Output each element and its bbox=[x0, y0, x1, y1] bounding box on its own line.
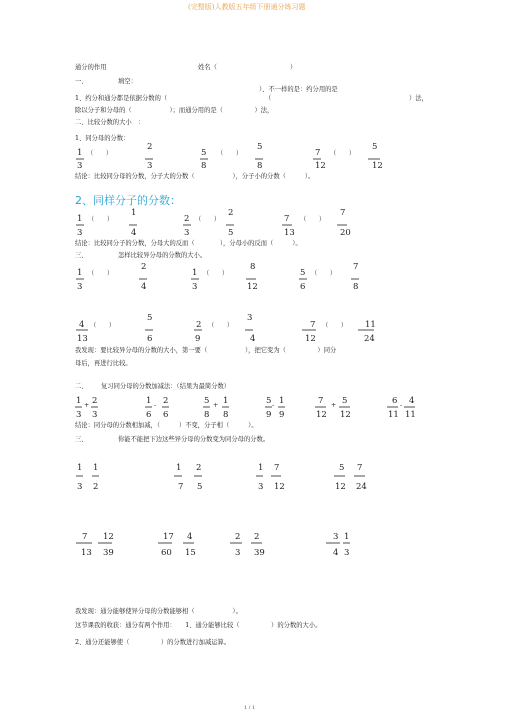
fraction-numerator: 6 bbox=[392, 396, 398, 406]
fraction-numerator: 1 bbox=[192, 268, 198, 278]
topic-label: 通分的作用 bbox=[75, 64, 107, 71]
fraction-denominator: 8 bbox=[204, 410, 210, 420]
fraction-numerator: 7 bbox=[318, 396, 324, 406]
fraction-denominator: 12 bbox=[274, 482, 285, 492]
fraction-numerator: 7 bbox=[353, 262, 359, 272]
blank: （ ） bbox=[217, 150, 243, 157]
fraction-numerator: 7 bbox=[310, 320, 316, 330]
plus-sign: + bbox=[331, 402, 337, 409]
question1: 1、同分母的分数： bbox=[75, 135, 130, 142]
minus-sign: - bbox=[154, 402, 157, 409]
fraction-numerator: 5 bbox=[204, 396, 210, 406]
blank: （ ） bbox=[330, 150, 356, 157]
section1-prefix: 一、 bbox=[75, 78, 88, 85]
fraction-numerator: 2 bbox=[254, 532, 260, 542]
fraction-numerator: 1 bbox=[258, 463, 264, 473]
fraction-numerator: 1 bbox=[146, 396, 152, 406]
plus-sign: + bbox=[84, 402, 90, 409]
fraction-numerator: 1 bbox=[223, 396, 229, 406]
fraction-numerator: 7 bbox=[340, 208, 346, 218]
fraction-numerator: 7 bbox=[284, 214, 290, 224]
fraction-numerator: 2 bbox=[228, 208, 234, 218]
blank: （ ） bbox=[88, 270, 114, 277]
blank: （ ） bbox=[311, 270, 337, 277]
blank: （ ） bbox=[322, 322, 348, 329]
fraction-numerator: 3 bbox=[247, 313, 253, 323]
blank: （ ） bbox=[87, 150, 113, 157]
fraction-denominator: 60 bbox=[161, 548, 172, 558]
fraction-denominator: 6 bbox=[163, 410, 169, 420]
section5-prefix: 三、 bbox=[75, 436, 88, 443]
fraction-numerator: 1 bbox=[131, 208, 137, 218]
section3-prefix: 三、 bbox=[75, 252, 88, 259]
fraction-denominator: 5 bbox=[228, 228, 234, 238]
section-heading: 2、同样分子的分数： bbox=[75, 194, 181, 207]
fraction-numerator: 5 bbox=[300, 268, 306, 278]
blank: （ ） bbox=[195, 216, 221, 223]
fraction-denominator: 7 bbox=[178, 482, 184, 492]
fraction-numerator: 7 bbox=[357, 463, 363, 473]
fraction-denominator: 8 bbox=[353, 282, 359, 292]
fraction-denominator: 12 bbox=[335, 482, 346, 492]
fraction-numerator: 17 bbox=[163, 532, 174, 542]
fraction-denominator: 3 bbox=[77, 482, 83, 492]
fill-line0: ）、不一样的是：约分用的是 bbox=[259, 86, 338, 93]
fraction-denominator: 3 bbox=[184, 228, 190, 238]
fraction-denominator: 12 bbox=[340, 410, 351, 420]
fill-line1c: ）法， bbox=[409, 95, 428, 102]
fraction-numerator: 1 bbox=[279, 396, 285, 406]
fraction-numerator: 8 bbox=[250, 262, 256, 272]
fraction-denominator: 13 bbox=[81, 548, 92, 558]
fraction-numerator: 1 bbox=[76, 396, 82, 406]
fraction-numerator: 5 bbox=[342, 396, 348, 406]
conclusion-2: 结论：比较同分子的分数，分母大的反而（ ），分母小的反而（ ）。 bbox=[75, 240, 302, 247]
fraction-numerator: 7 bbox=[274, 463, 280, 473]
fill-line2: 除以分子和分母的（ ）；而通分用的是（ ）法， bbox=[75, 107, 274, 114]
fraction-denominator: 12 bbox=[315, 161, 326, 171]
fraction-denominator: 13 bbox=[284, 228, 295, 238]
fraction-numerator: 1 bbox=[93, 463, 99, 473]
fraction-denominator: 9 bbox=[266, 410, 272, 420]
fraction-numerator: 12 bbox=[103, 532, 114, 542]
fraction-denominator: 9 bbox=[195, 334, 201, 344]
fraction-denominator: 3 bbox=[258, 482, 264, 492]
section3-heading: 怎样比较异分母的分数的大小。 bbox=[118, 252, 207, 259]
fraction-denominator: 5 bbox=[197, 482, 203, 492]
section4-heading: 复习同分母的分数加减法：（结果为最简分数） bbox=[101, 383, 231, 390]
fraction-denominator: 39 bbox=[103, 548, 114, 558]
fraction-denominator: 3 bbox=[235, 548, 241, 558]
conclusion-3: 结论：同分母的分数相加减，（ ）不变，分子相（ ）。 bbox=[75, 422, 258, 429]
fraction-denominator: 6 bbox=[147, 334, 153, 344]
minus-sign: - bbox=[400, 402, 403, 409]
fraction-denominator: 24 bbox=[364, 334, 375, 344]
fraction-denominator: 3 bbox=[344, 548, 350, 558]
page-number: 1 / 1 bbox=[244, 705, 256, 711]
fraction-denominator: 3 bbox=[192, 282, 198, 292]
blank: （ ） bbox=[203, 270, 229, 277]
fraction-numerator: 2 bbox=[141, 262, 147, 272]
fraction-denominator: 9 bbox=[279, 410, 285, 420]
fraction-denominator: 4 bbox=[250, 334, 256, 344]
fraction-numerator: 5 bbox=[372, 142, 378, 152]
fraction-denominator: 3 bbox=[147, 161, 153, 171]
fraction-denominator: 4 bbox=[333, 548, 339, 558]
fraction-denominator: 4 bbox=[141, 282, 147, 292]
fraction-numerator: 4 bbox=[409, 396, 415, 406]
fraction-denominator: 8 bbox=[223, 410, 229, 420]
blank: （ ） bbox=[90, 322, 116, 329]
fraction-denominator: 39 bbox=[254, 548, 265, 558]
blank: （ ） bbox=[300, 216, 326, 223]
fraction-numerator: 4 bbox=[79, 320, 85, 330]
fraction-numerator: 2 bbox=[235, 532, 241, 542]
conclusion-1: 结论：比较同分母的分数，分子大的分数（ ），分子小的分数（ ）。 bbox=[75, 173, 315, 180]
fraction-numerator: 1 bbox=[77, 463, 83, 473]
fraction-numerator: 5 bbox=[339, 463, 345, 473]
fraction-denominator: 12 bbox=[372, 161, 383, 171]
discovery-1: 我发现：要比较异分母的分数的大小，第一要（ ），把它变为（ ）同分 bbox=[75, 347, 337, 354]
fraction-numerator: 5 bbox=[266, 396, 272, 406]
fraction-denominator: 15 bbox=[185, 548, 196, 558]
fraction-denominator: 12 bbox=[247, 282, 258, 292]
harvest-2: 2、通分还能够使（ ）的分数进行加减运算。 bbox=[75, 639, 231, 646]
fill-line1a: 1、约分和通分都是依据分数的（ bbox=[75, 95, 168, 102]
fraction-numerator: 2 bbox=[196, 463, 202, 473]
fraction-numerator: 2 bbox=[184, 214, 190, 224]
fraction-numerator: 5 bbox=[201, 148, 207, 158]
fraction-denominator: 12 bbox=[316, 410, 327, 420]
fraction-denominator: 3 bbox=[77, 161, 83, 171]
fraction-denominator: 3 bbox=[76, 410, 82, 420]
fraction-numerator: 1 bbox=[176, 463, 182, 473]
section1-label: 填空： bbox=[118, 78, 137, 85]
section5-heading: 你能不能把下边这些异分母的分数变为同分母的分数。 bbox=[118, 436, 270, 443]
name-label: 姓名（ bbox=[198, 64, 217, 71]
fraction-numerator: 7 bbox=[315, 148, 321, 158]
minus-sign: - bbox=[272, 402, 275, 409]
fill-line1b: （ bbox=[265, 95, 272, 102]
fraction-denominator: 4 bbox=[131, 228, 137, 238]
fraction-numerator: 5 bbox=[257, 142, 263, 152]
section4-prefix: 二、 bbox=[75, 383, 88, 390]
discovery-1b: 母后，再进行比较。 bbox=[75, 360, 132, 367]
fraction-numerator: 5 bbox=[147, 313, 153, 323]
fraction-denominator: 3 bbox=[77, 228, 83, 238]
fraction-denominator: 8 bbox=[201, 161, 207, 171]
blank: （ ） bbox=[88, 216, 114, 223]
fraction-numerator: 2 bbox=[163, 396, 169, 406]
section2-heading: 二、比较分数的大小 ： bbox=[75, 119, 145, 126]
fraction-numerator: 2 bbox=[147, 142, 153, 152]
fraction-denominator: 13 bbox=[77, 334, 88, 344]
fraction-numerator: 2 bbox=[196, 320, 202, 330]
fraction-denominator: 2 bbox=[93, 482, 99, 492]
fraction-numerator: 1 bbox=[77, 214, 83, 224]
fraction-numerator: 1 bbox=[344, 532, 350, 542]
fraction-numerator: 4 bbox=[187, 532, 193, 542]
fraction-denominator: 3 bbox=[92, 410, 98, 420]
fraction-denominator: 12 bbox=[305, 334, 316, 344]
discovery-2: 我发现：通分能够使异分母的分数能够相（ ）。 bbox=[75, 608, 242, 615]
fraction-numerator: 7 bbox=[82, 532, 88, 542]
fraction-numerator: 2 bbox=[92, 396, 98, 406]
fraction-numerator: 3 bbox=[333, 532, 339, 542]
fraction-denominator: 11 bbox=[388, 410, 399, 420]
fraction-numerator: 11 bbox=[365, 320, 376, 330]
fraction-denominator: 3 bbox=[77, 282, 83, 292]
fraction-numerator: 1 bbox=[77, 268, 83, 278]
fraction-denominator: 20 bbox=[340, 228, 351, 238]
fraction-numerator: 1 bbox=[77, 148, 83, 158]
harvest-1: 这节课我的收获：通分有两个作用： 1、通分能够比较（ ）的分数的大小。 bbox=[75, 622, 322, 629]
fraction-denominator: 8 bbox=[257, 161, 263, 171]
name-close: ） bbox=[290, 64, 297, 71]
fraction-denominator: 6 bbox=[300, 282, 306, 292]
plus-sign: + bbox=[213, 402, 219, 409]
fraction-denominator: 24 bbox=[356, 482, 367, 492]
blank: （ ） bbox=[208, 322, 234, 329]
document-title: (完整版)人教版五年级下册通分练习题 bbox=[188, 3, 306, 11]
fraction-denominator: 11 bbox=[405, 410, 416, 420]
fraction-denominator: 6 bbox=[146, 410, 152, 420]
